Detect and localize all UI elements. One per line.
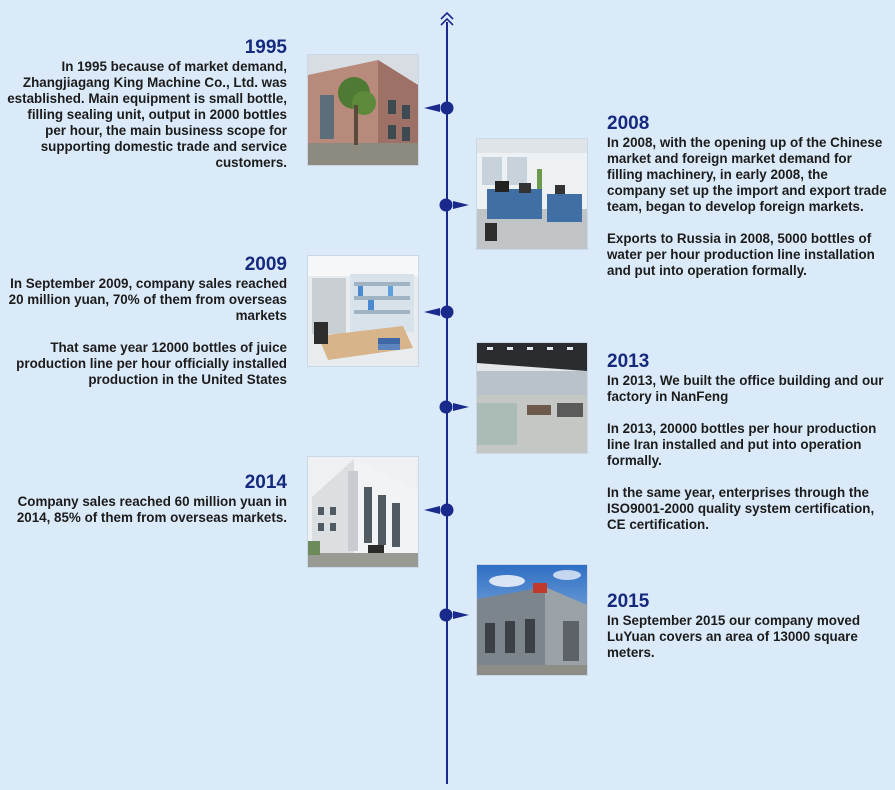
timeline-pin-icon <box>424 304 454 320</box>
entry-text: In 2013, We built the office building and our factory in NanFeng <box>607 373 884 404</box>
office-building-interior-photo <box>476 342 588 454</box>
entry-year: 2009 <box>244 254 287 275</box>
entry-text: In 2013, 20000 bottles per hour production line Iran installed and put into operation formally. <box>607 421 877 468</box>
timeline-pin-icon <box>439 607 469 623</box>
entry-text: In 1995 because of market demand, Zhangjiagang King Machine Co., Ltd. was established. Main equipment is small bottle, filling sealing unit, output in 2000 bottles per hour, the main business scope for supporting domestic trade and service customers. <box>7 59 287 170</box>
timeline-entry-2015 <box>607 592 887 661</box>
entry-text: That same year 12000 bottles of juice production line per hour officially installed production in the United States <box>16 340 287 387</box>
entry-text: In September 2009, company sales reached 20 million yuan, 70% of them from overseas markets <box>8 276 287 323</box>
entry-year: 2013 <box>607 351 650 372</box>
timeline-pin-icon <box>424 502 454 518</box>
entry-year: 2014 <box>244 472 287 493</box>
double-chevron-up-icon <box>438 10 456 30</box>
entry-text: In 2008, with the opening up of the Chinese market and foreign market demand for filling machinery, in early 2008, the company set up the import and export trade team, began to develop foreign markets. <box>607 135 887 214</box>
entry-year: 2008 <box>607 113 650 134</box>
new-plant-photo <box>476 564 588 676</box>
timeline-entry-2009 <box>7 255 287 388</box>
entry-text: In the same year, enterprises through the ISO9001-2000 quality system certification, CE certification. <box>607 485 875 532</box>
timeline-pin-icon <box>424 100 454 116</box>
factory-building-photo <box>307 456 419 568</box>
timeline-entry-2013 <box>607 352 887 533</box>
timeline-pin-icon <box>439 197 469 213</box>
timeline-entry-2014 <box>7 473 287 526</box>
office-desks-photo <box>476 138 588 250</box>
timeline-entry-1995 <box>7 38 287 171</box>
entry-text: In September 2015 our company moved LuYuan covers an area of 13000 square meters. <box>607 613 861 660</box>
entry-text: Company sales reached 60 million yuan in 2014, 85% of them from overseas markets. <box>16 494 287 525</box>
entry-year: 2015 <box>607 591 650 612</box>
entry-text: Exports to Russia in 2008, 5000 bottles of water per hour production line installation and put into operation formally. <box>607 231 875 278</box>
timeline-pin-icon <box>439 399 469 415</box>
entry-year: 1995 <box>244 37 287 58</box>
timeline-entry-2008 <box>607 114 887 279</box>
meeting-room-photo <box>307 255 419 367</box>
old-factory-photo <box>307 54 419 166</box>
